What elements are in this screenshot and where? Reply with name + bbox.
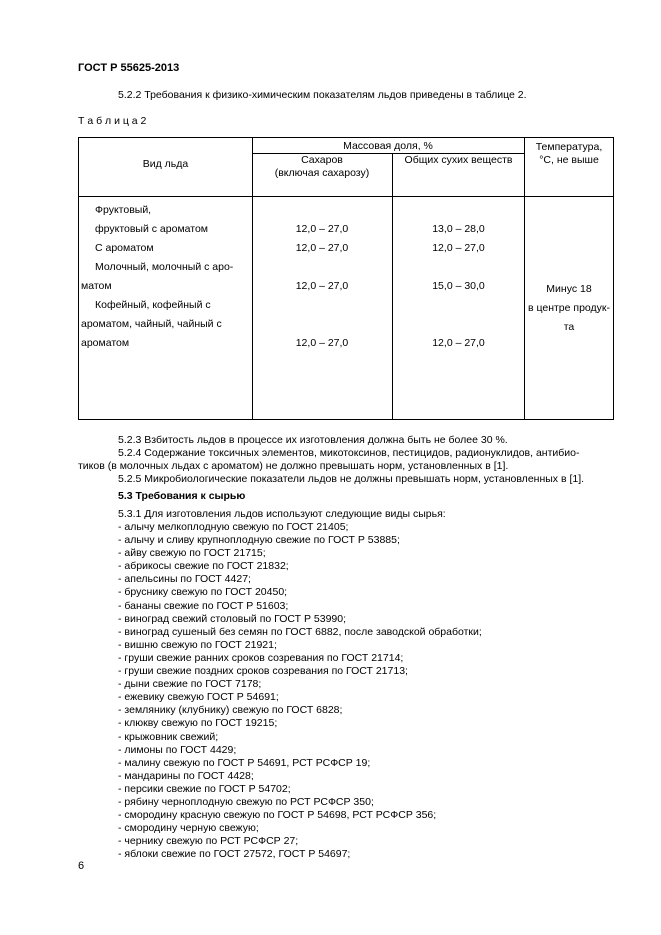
list-item: - груши свежие поздних сроков созревания по ГОСТ 21713; bbox=[118, 665, 408, 678]
list-item: - апельсины по ГОСТ 4427; bbox=[118, 573, 251, 586]
list-item: - абрикосы свежие по ГОСТ 21832; bbox=[118, 560, 289, 573]
list-item: - лимоны по ГОСТ 4429; bbox=[118, 743, 237, 756]
col-temp-line1: Температура, bbox=[535, 141, 603, 153]
table-caption: Т а б л и ц а 2 bbox=[78, 115, 147, 127]
list-item: - бананы свежие по ГОСТ Р 51603; bbox=[118, 599, 289, 612]
list-item: - дыни свежие по ГОСТ 7178; bbox=[118, 678, 262, 691]
raw-materials-list bbox=[118, 521, 482, 861]
solids-value: 15,0 – 30,0 bbox=[432, 280, 485, 292]
list-item: - вишню свежую по ГОСТ 21921; bbox=[118, 638, 277, 651]
col-sugar-line2: (включая сахарозу) bbox=[274, 167, 370, 179]
col-sugar-line1: Сахаров bbox=[301, 154, 343, 166]
sugar-value: 12,0 – 27,0 bbox=[295, 337, 349, 349]
temp-value bbox=[525, 280, 613, 337]
standard-number: ГОСТ Р 55625-2013 bbox=[78, 62, 180, 74]
list-item: - смородину черную свежую; bbox=[118, 822, 259, 835]
temp-line: та bbox=[563, 321, 575, 333]
paragraph-5-2-3: 5.2.3 Взбитость льдов в процессе их изготовления должна быть не более 30 %. bbox=[118, 434, 508, 446]
list-item: - груши свежие ранних сроков созревания по ГОСТ 21714; bbox=[118, 651, 404, 664]
col-temp-header bbox=[525, 141, 613, 167]
paragraph-5-3-1: 5.3.1 Для изготовления льдов используют следующие виды сырья: bbox=[118, 508, 446, 520]
col-mass-header: Массовая доля, % bbox=[343, 140, 433, 152]
list-item: - алычу мелкоплодную свежую по ГОСТ 21405; bbox=[118, 521, 349, 533]
solids-value: 13,0 – 28,0 bbox=[432, 223, 485, 235]
col-solids-header: Общих сухих веществ bbox=[404, 154, 513, 166]
row-type-line: Фруктовый, bbox=[95, 204, 152, 216]
solids-value: 12,0 – 27,0 bbox=[432, 242, 485, 254]
list-item: - смородину красную свежую по ГОСТ Р 54698, РСТ РСФСР 356; bbox=[118, 809, 437, 822]
physicochemical-table bbox=[78, 137, 614, 420]
list-item: - землянику (клубнику) свежую по ГОСТ 6828; bbox=[118, 704, 343, 717]
row-type-line: фруктовый с ароматом bbox=[95, 223, 209, 235]
list-item: - крыжовник свежий; bbox=[118, 730, 219, 743]
row-type-line: матом bbox=[81, 280, 112, 292]
temp-line: в центре продук- bbox=[527, 302, 611, 314]
list-item: - мандарины по ГОСТ 4428; bbox=[118, 769, 254, 782]
paragraph-5-2-5: 5.2.5 Микробиологические показатели льдов не должны превышать норм, установленных в [1]. bbox=[118, 473, 585, 485]
section-heading-5-3: 5.3 Требования к сырью bbox=[118, 490, 246, 502]
list-item: - ежевику свежую ГОСТ Р 54691; bbox=[118, 691, 279, 704]
list-item: - клюкву свежую по ГОСТ 19215; bbox=[118, 717, 278, 730]
col-temp-line2: °С, не выше bbox=[539, 154, 599, 166]
row-type-line: Кофейный, кофейный с bbox=[95, 299, 211, 311]
intro-paragraph: 5.2.2 Требования к физико-химическим показателям льдов приведены в таблице 2. bbox=[118, 89, 527, 101]
row-type-line: ароматом bbox=[81, 337, 130, 349]
list-item: - айву свежую по ГОСТ 21715; bbox=[118, 547, 266, 560]
list-item: - рябину черноплодную свежую по РСТ РСФСР 350; bbox=[118, 795, 374, 808]
sugar-value: 12,0 – 27,0 bbox=[295, 280, 349, 292]
list-item: - малину свежую по ГОСТ Р 54691, РСТ РСФСР 19; bbox=[118, 756, 371, 769]
list-item: - бруснику свежую по ГОСТ 20450; bbox=[118, 586, 288, 599]
list-item: - виноград сушеный без семян по ГОСТ 6882, после заводской обработки; bbox=[118, 625, 482, 638]
list-item: - яблоки свежие по ГОСТ 27572, ГОСТ Р 54697; bbox=[118, 848, 351, 861]
page-number: 6 bbox=[78, 860, 85, 872]
row-type-line: ароматом, чайный, чайный с bbox=[81, 318, 222, 330]
sugar-value: 12,0 – 27,0 bbox=[295, 242, 349, 254]
table-hline bbox=[79, 196, 613, 197]
table-vline bbox=[252, 138, 253, 419]
table-vline bbox=[524, 138, 525, 419]
temp-line: Минус 18 bbox=[546, 283, 592, 295]
col-sugar-header bbox=[252, 154, 392, 180]
row-type-line: Молочный, молочный с аро- bbox=[95, 261, 234, 273]
paragraph-5-2-4-cont: тиков (в молочных льдах с ароматом) не должно превышать норм, установленных в [1]. bbox=[78, 460, 509, 472]
col-type-header: Вид льда bbox=[142, 158, 189, 170]
sugar-value: 12,0 – 27,0 bbox=[295, 223, 349, 235]
row-type-line: С ароматом bbox=[95, 242, 154, 254]
solids-value: 12,0 – 27,0 bbox=[432, 337, 485, 349]
list-item: - алычу и сливу крупноплодную свежие по ГОСТ Р 53885; bbox=[118, 534, 400, 547]
list-item: - чернику свежую по РСТ РСФСР 27; bbox=[118, 835, 299, 848]
paragraph-5-2-4: 5.2.4 Содержание токсичных элементов, микотоксинов, пестицидов, радионуклидов, антибио- bbox=[118, 447, 580, 459]
list-item: - персики свежие по ГОСТ Р 54702; bbox=[118, 782, 291, 795]
list-item: - виноград свежий столовый по ГОСТ Р 53990; bbox=[118, 612, 347, 625]
